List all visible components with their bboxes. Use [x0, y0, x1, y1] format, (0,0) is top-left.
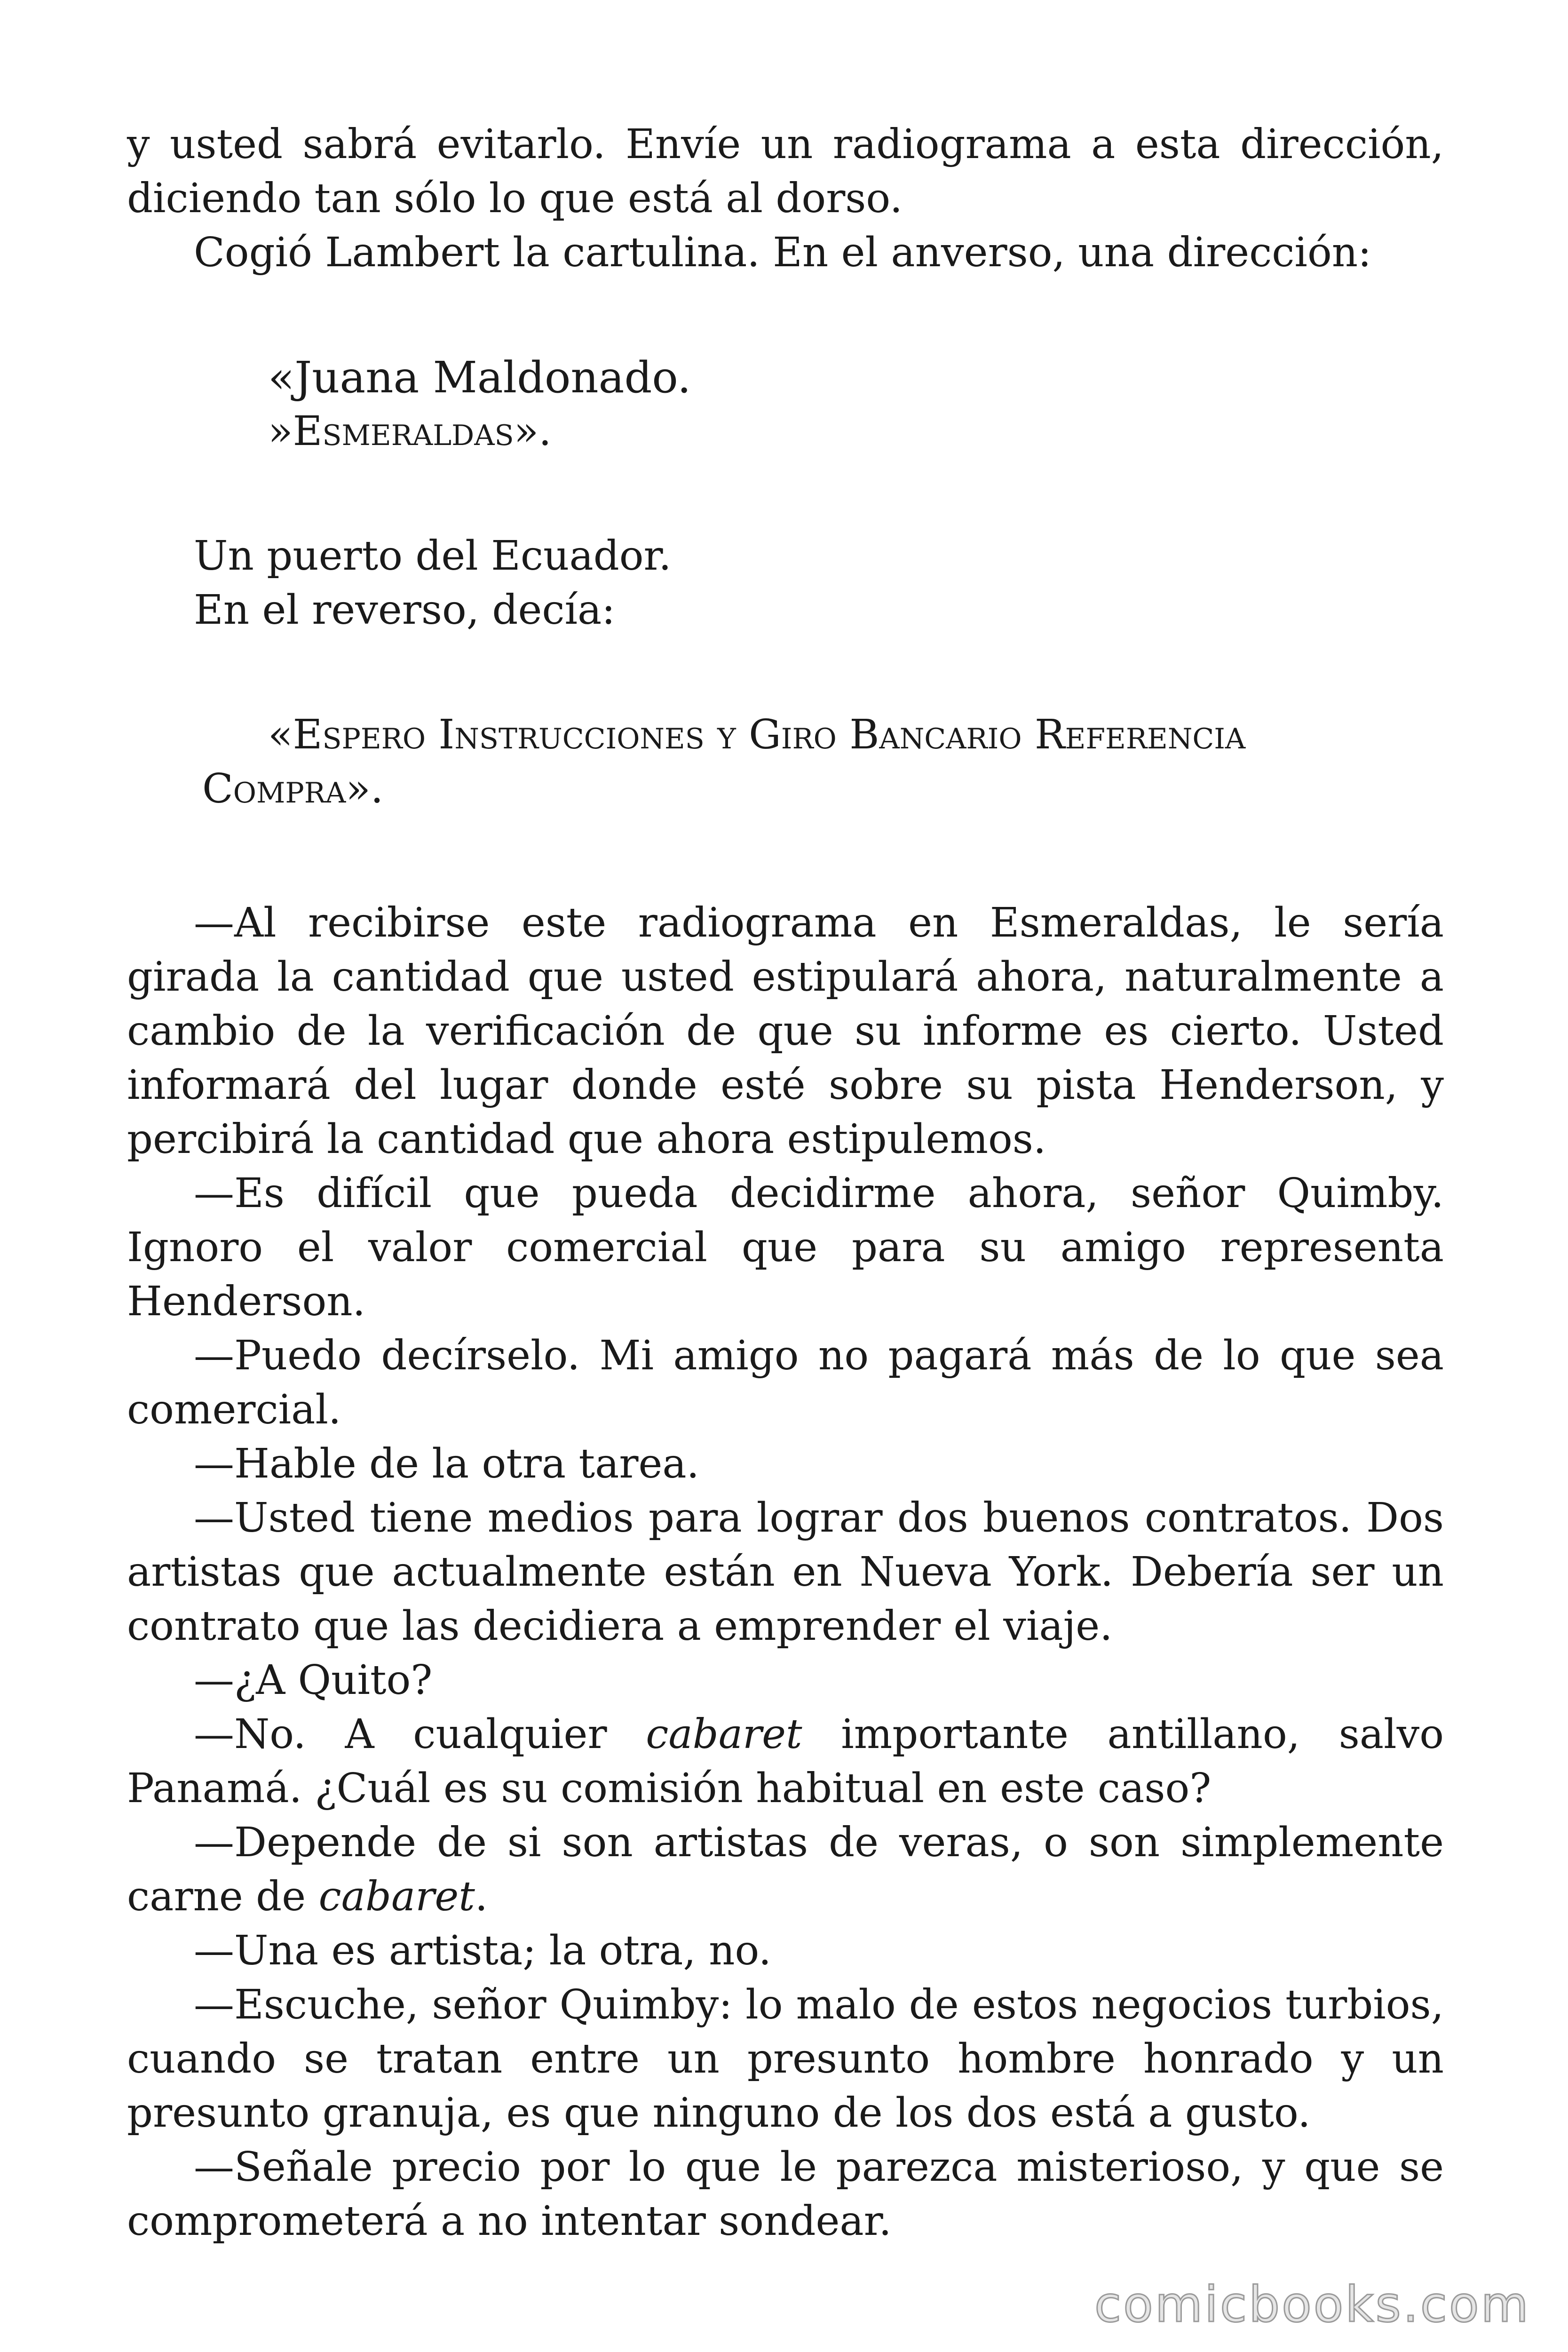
dialogue-line: —¿A Quito? [194, 1657, 433, 1704]
message-block [127, 708, 1444, 816]
dialogue-text: . [475, 1873, 488, 1920]
italic-word: cabaret [318, 1873, 475, 1920]
dialogue-line: —Usted tiene medios para lograr dos buenos contratos. Dos artistas que actualmente están en Nueva York. Debería ser un contrato que las decidiera a emprender el viaje. [127, 1494, 1444, 1650]
spacer [127, 637, 1444, 708]
paragraph-continuation: y usted sabrá evitarlo. Envíe un radiograma a esta dirección, diciendo tan sólo lo que está al dorso. [127, 121, 1444, 222]
spacer [127, 816, 1444, 896]
paragraph-reverse: En el reverso, decía: [194, 587, 616, 634]
dialogue-line [127, 1708, 1444, 1816]
message-line-2: Compra». [202, 765, 384, 812]
paragraph-port: Un puerto del Ecuador. [194, 532, 672, 580]
dialogue-line: —Al recibirse este radiograma en Esmeraldas, le sería girada la cantidad que usted estipulará ahora, naturalmente a cambio de la verificación de que su informe es cierto. Usted informará del lugar donde esté sobre su pista Henderson, y percibirá la cantidad que ahora estipulemos. [127, 899, 1444, 1163]
watermark-text: comicbooks.com [1094, 2276, 1530, 2333]
address-block [268, 350, 1303, 459]
dialogue-line: —Una es artista; la otra, no. [194, 1927, 772, 1974]
spacer [127, 280, 1444, 350]
dialogue-line: —Puedo decírselo. Mi amigo no pagará más de lo que sea comercial. [127, 1332, 1444, 1433]
book-page [127, 118, 1444, 2249]
dialogue-line: —Escuche, señor Quimby: lo malo de estos negocios turbios, cuando se tratan entre un presunto hombre honrado y un presunto granuja, es que ninguno de los dos está a gusto. [127, 1981, 1444, 2137]
dialogue-text: importante antillano, salvo Panamá. ¿Cuál es su comisión habitual en este caso? [127, 1711, 1444, 1812]
dialogue-line [127, 1816, 1444, 1924]
italic-word: cabaret [646, 1711, 802, 1758]
message-line-1: «Espero Instrucciones y Giro Bancario Referencia [268, 711, 1246, 758]
paragraph-lambert-card: Cogió Lambert la cartulina. En el anverso, una dirección: [194, 229, 1372, 276]
dialogue-line: —Es difícil que pueda decidirme ahora, señor Quimby. Ignoro el valor comercial que para su amigo representa Henderson. [127, 1170, 1444, 1325]
dialogue-line: —Señale precio por lo que le parezca misterioso, y que se comprometerá a no intentar sondear. [127, 2144, 1444, 2245]
address-name: «Juana Maldonado. [268, 352, 691, 403]
dialogue-text: —No. A cualquier [194, 1711, 646, 1758]
spacer [127, 459, 1444, 529]
address-city: »Esmeraldas». [268, 408, 552, 455]
dialogue-text: —Depende de si son artistas de veras, o son simplemente carne de [127, 1819, 1444, 1920]
dialogue-line: —Hable de la otra tarea. [194, 1440, 699, 1487]
